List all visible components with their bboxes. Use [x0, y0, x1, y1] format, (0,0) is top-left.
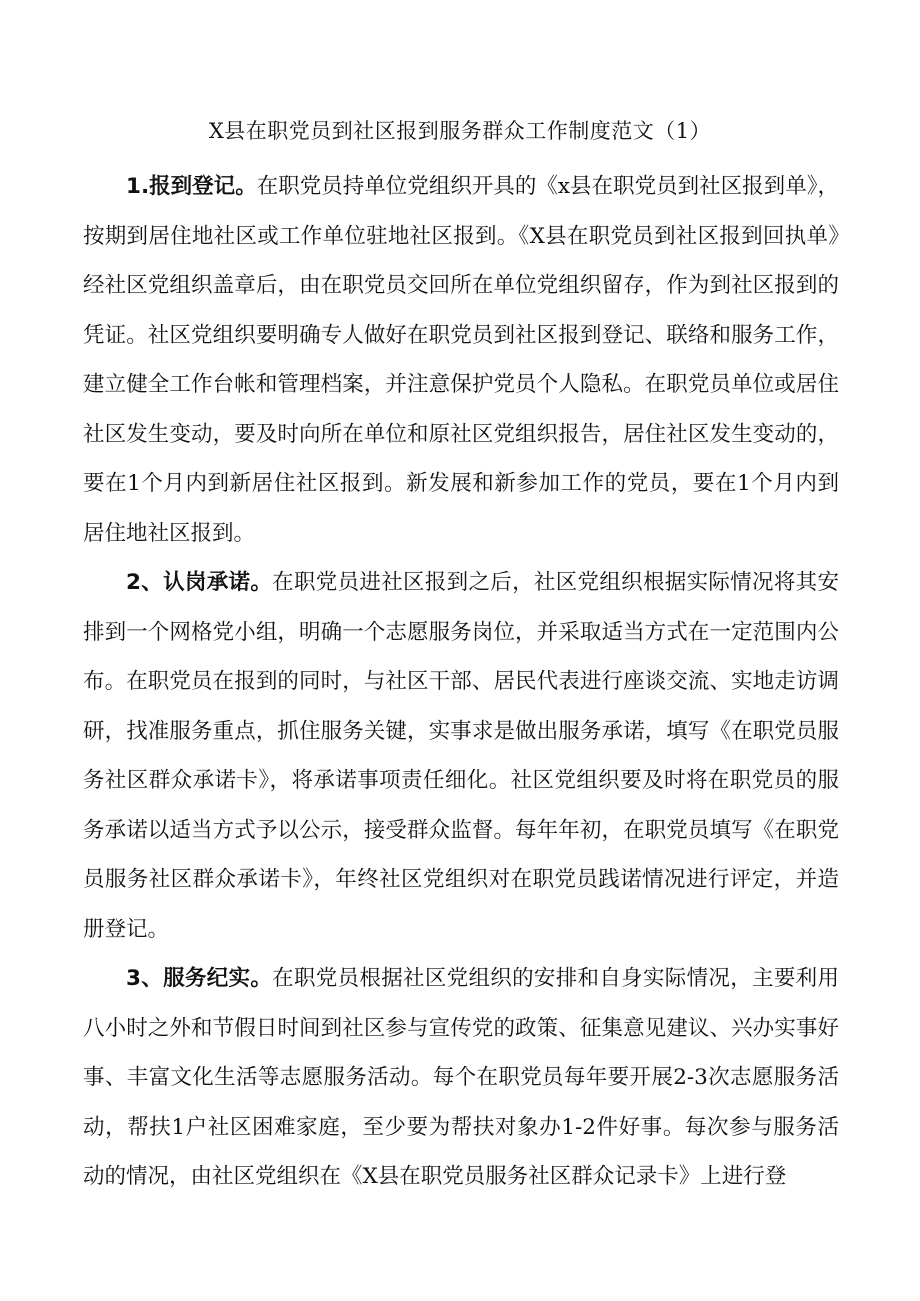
paragraph-service-record: [83, 954, 839, 1202]
paragraph-heading: 2、认岗承诺。: [126, 570, 273, 595]
paragraph-registration: [83, 162, 839, 558]
paragraph-heading: 3、服务纪实。: [126, 966, 273, 991]
document-body: [83, 162, 839, 1202]
paragraph-text: 在职党员进社区报到之后，社区党组织根据实际情况将其安排到一个网格党小组，明确一个志愿服务岗位，并采取适当方式在一定范围内公布。在职党员在报到的同时，与社区干部、居民代表进行座谈交流、实地走访调研，找准服务重点，抓住服务关键，实事求是做出服务承诺，填写《在职党员服务社区群众承诺卡》，将承诺事项责任细化。社区党组织要及时将在职党员的服务承诺以适当方式予以公示，接受群众监督。每年年初，在职党员填写《在职党员服务社区群众承诺卡》，年终社区党组织对在职党员践诺情况进行评定，并造册登记。: [83, 570, 839, 942]
paragraph-heading: 1.报到登记。: [126, 174, 257, 199]
paragraph-commitment: [83, 558, 839, 954]
paragraph-text: 在职党员持单位党组织开具的《x县在职党员到社区报到单》，按期到居住地社区或工作单位驻地社区报到。《X县在职党员到社区报到回执单》经社区党组织盖章后，由在职党员交回所在单位党组织留存，作为到社区报到的凭证。社区党组织要明确专人做好在职党员到社区报到登记、联络和服务工作，建立健全工作台帐和管理档案，并注意保护党员个人隐私。在职党员单位或居住社区发生变动，要及时向所在单位和原社区党组织报告，居住社区发生变动的，要在1个月内到新居住社区报到。新发展和新参加工作的党员，要在1个月内到居住地社区报到。: [83, 174, 839, 546]
paragraph-text: 在职党员根据社区党组织的安排和自身实际情况，主要利用八小时之外和节假日时间到社区参与宣传党的政策、征集意见建议、兴办实事好事、丰富文化生活等志愿服务活动。每个在职党员每年要开展2-3次志愿服务活动，帮扶1户社区困难家庭，至少要为帮扶对象办1-2件好事。每次参与服务活动的情况，由社区党组织在《X县在职党员服务社区群众记录卡》上进行登: [83, 966, 839, 1189]
document-title: X县在职党员到社区报到服务群众工作制度范文（1）: [208, 119, 712, 143]
